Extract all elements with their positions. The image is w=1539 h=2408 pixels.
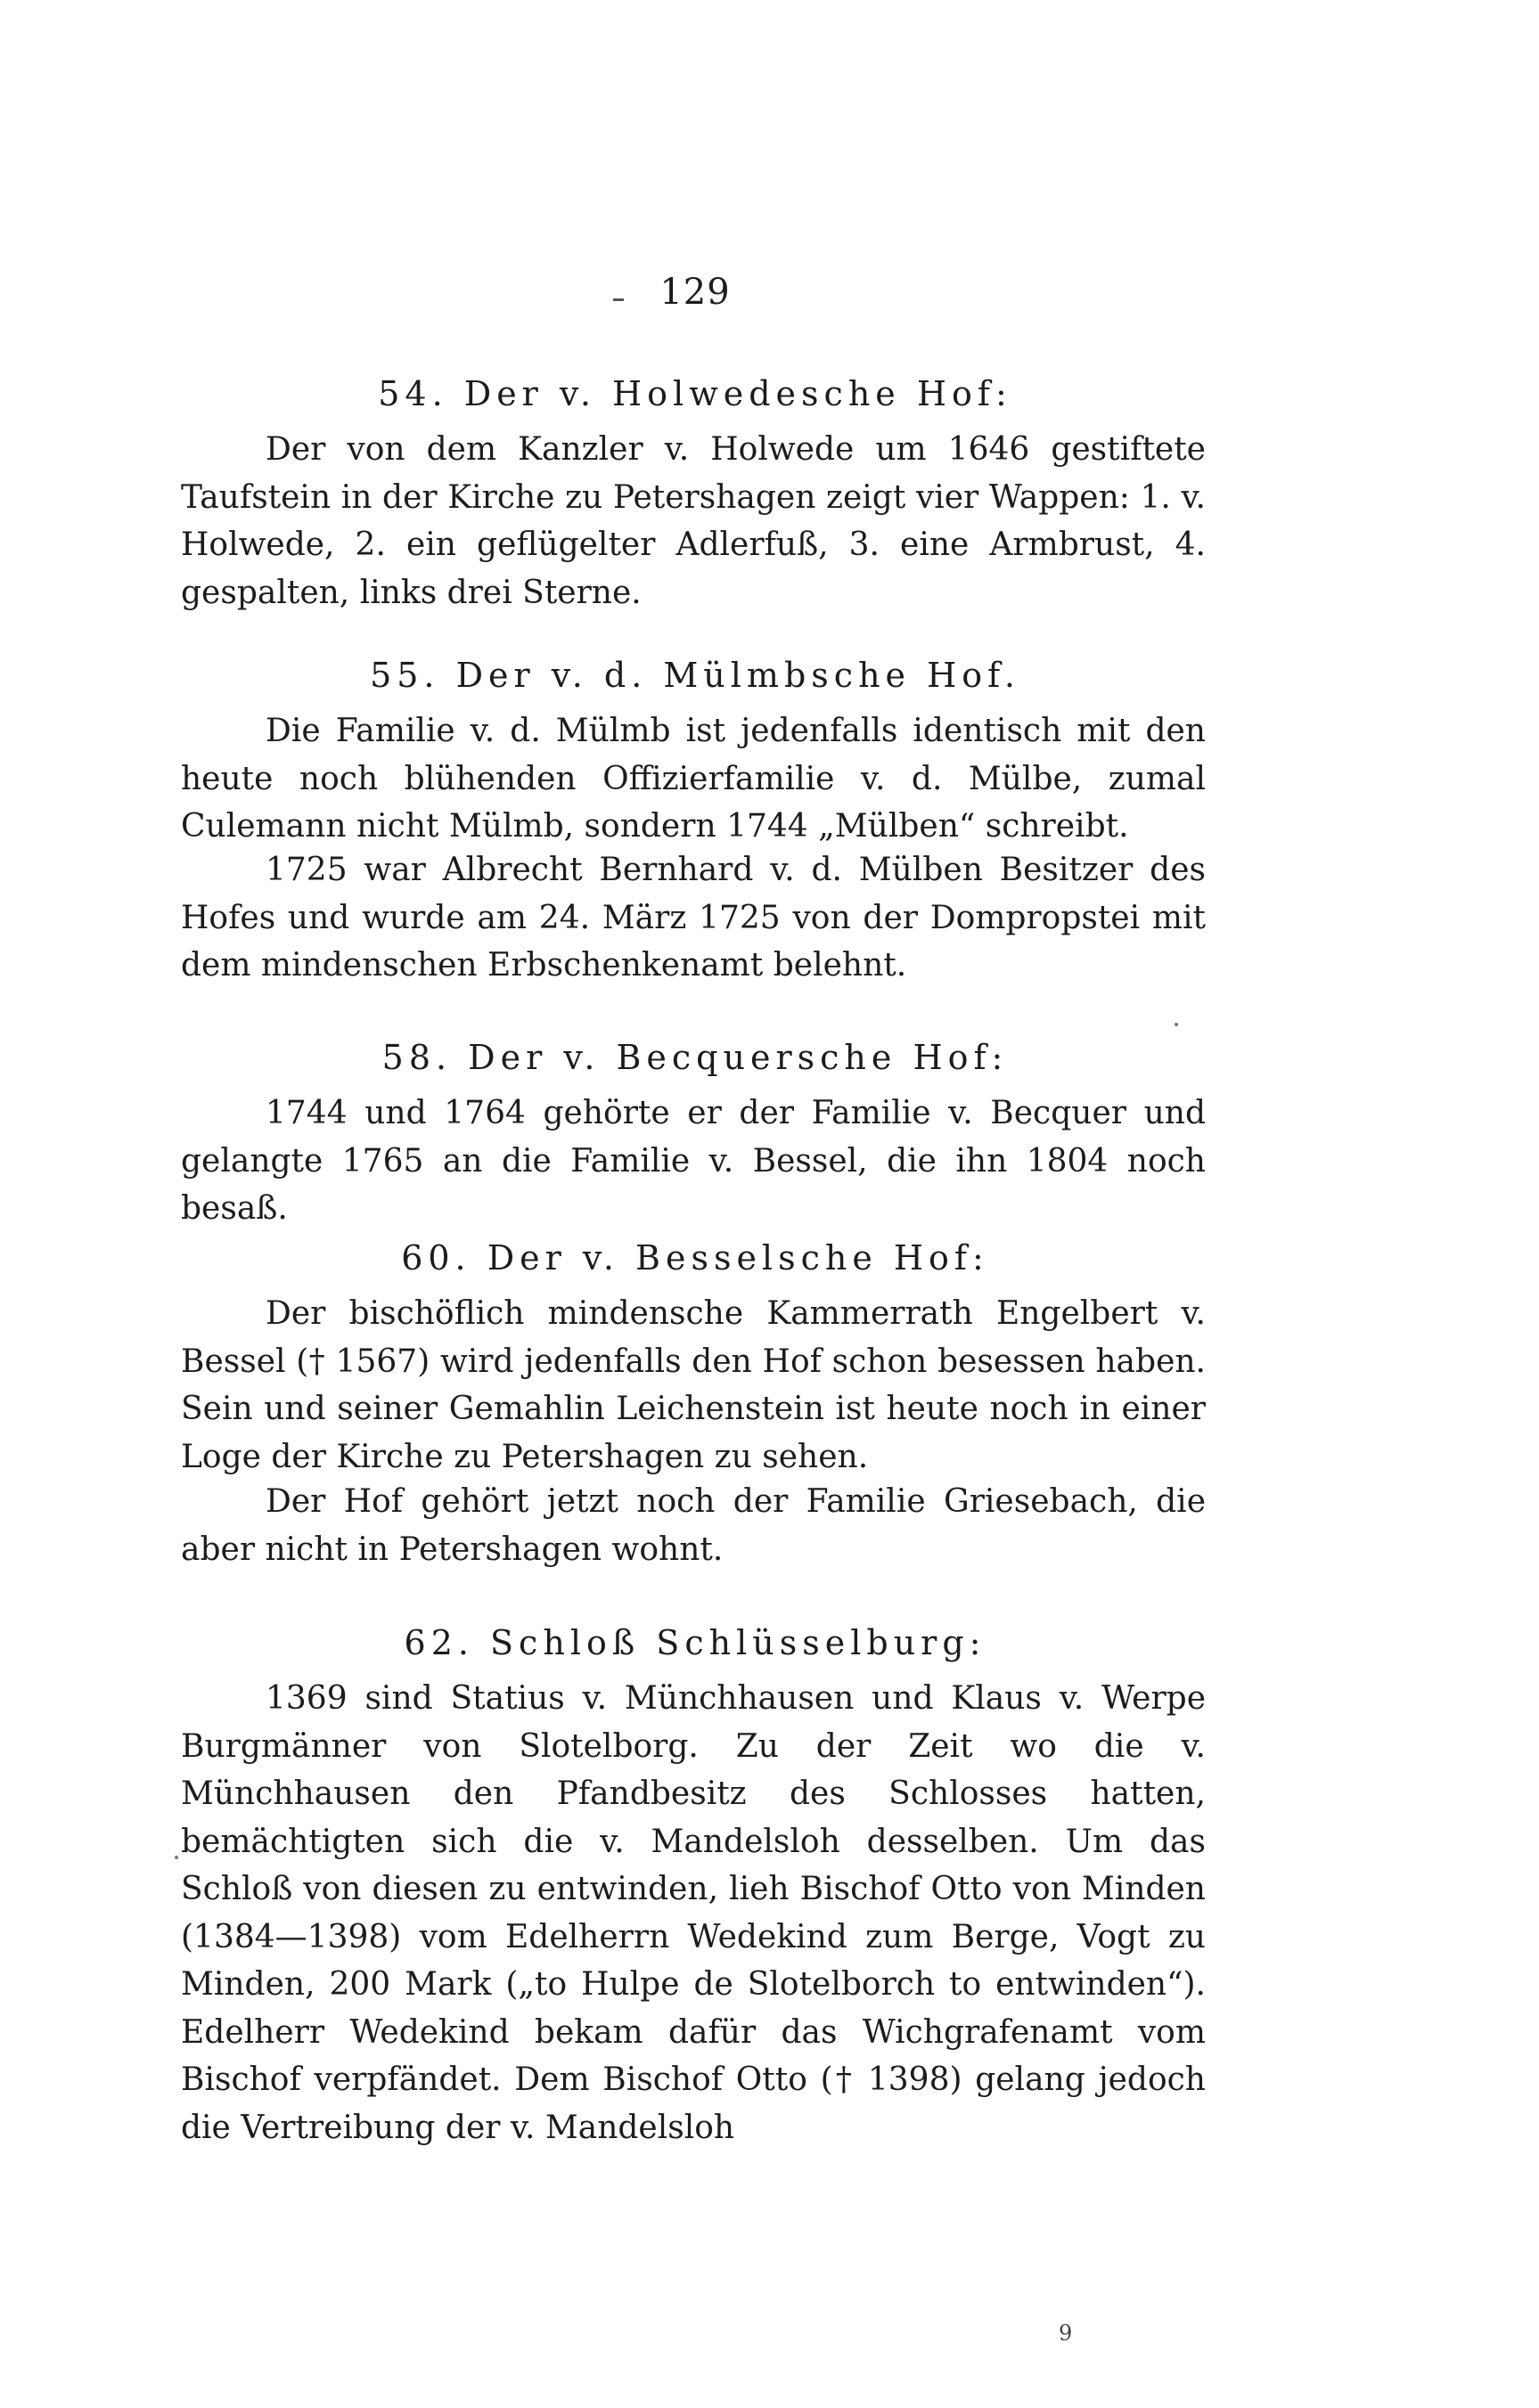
section-62-paragraph-1: 1369 sind Statius v. Münchhausen und Klaus v. Werpe Burgmänner von Slotelborg. Zu der Zeit wo die v. Münchhausen den Pfandbesitz des Schlosses hatten, bemächtigten sich die v. Mandelsloh desselben. Um das Schloß von diesen zu entwinden, lieh Bischof Otto von Minden (1384—1398) vom Edelherrn Wedekind zum Berge, Vogt zu Minden, 200 Mark („to Hulpe de Slotelborch to entwinden“). Edelherr Wedekind bekam dafür das Wichgrafenamt vom Bischof verpfändet. Dem Bischof Otto († 1398) gelang jedoch die Vertreibung der v. Mandelsloh [181, 1680, 1206, 2146]
section-heading-55: 55. Der v. d. Mülmbsche Hof. [370, 656, 1020, 695]
section-58-paragraph-1: 1744 und 1764 gehörte er der Familie v. Becquer und gelangte 1765 an die Familie v. Bessel, die ihn 1804 noch besaß. [181, 1095, 1206, 1227]
section-heading-58: 58. Der v. Becquersche Hof: [381, 1038, 1009, 1077]
section-heading-62: 62. Schloß Schlüsselburg: [404, 1623, 986, 1662]
section-55-paragraph-1: Die Familie v. d. Mülmb ist jedenfalls identisch mit den heute noch blühenden Offizierfamilie v. d. Mülbe, zumal Culemann nicht Mülmb, sondern 1744 „Mülben“ schreibt. [181, 713, 1206, 845]
section-55-paragraph-2: 1725 war Albrecht Bernhard v. d. Mülben Besitzer des Hofes und wurde am 24. März 1725 von der Dompropstei mit dem mindenschen Erbschenkenamt belehnt. [181, 852, 1206, 984]
page-number: 129 [659, 272, 731, 313]
section-54-paragraph-1: Der von dem Kanzler v. Holwede um 1646 gestiftete Taufstein in der Kirche zu Petershagen zeigt vier Wappen: 1. v. Holwede, 2. ein geflügelter Adlerfuß, 3. eine Armbrust, 4. gespalten, links drei Sterne. [181, 431, 1206, 611]
stray-dot [175, 1856, 178, 1859]
stray-dot [1175, 1023, 1178, 1026]
section-60-paragraph-2: Der Hof gehört jetzt noch der Familie Griesebach, die aber nicht in Petershagen wohnt. [181, 1483, 1206, 1568]
section-heading-60: 60. Der v. Besselsche Hof: [401, 1238, 989, 1277]
signature-mark: 9 [1059, 2321, 1073, 2346]
section-60-paragraph-1: Der bischöflich mindensche Kammerrath Engelbert v. Bessel († 1567) wird jedenfalls den Hof schon besessen haben. Sein und seiner Gemahlin Leichenstein ist heute noch in einer Loge der Kirche zu Petershagen zu sehen. [181, 1295, 1206, 1475]
section-heading-54: 54. Der v. Holwedesche Hof: [378, 374, 1012, 413]
